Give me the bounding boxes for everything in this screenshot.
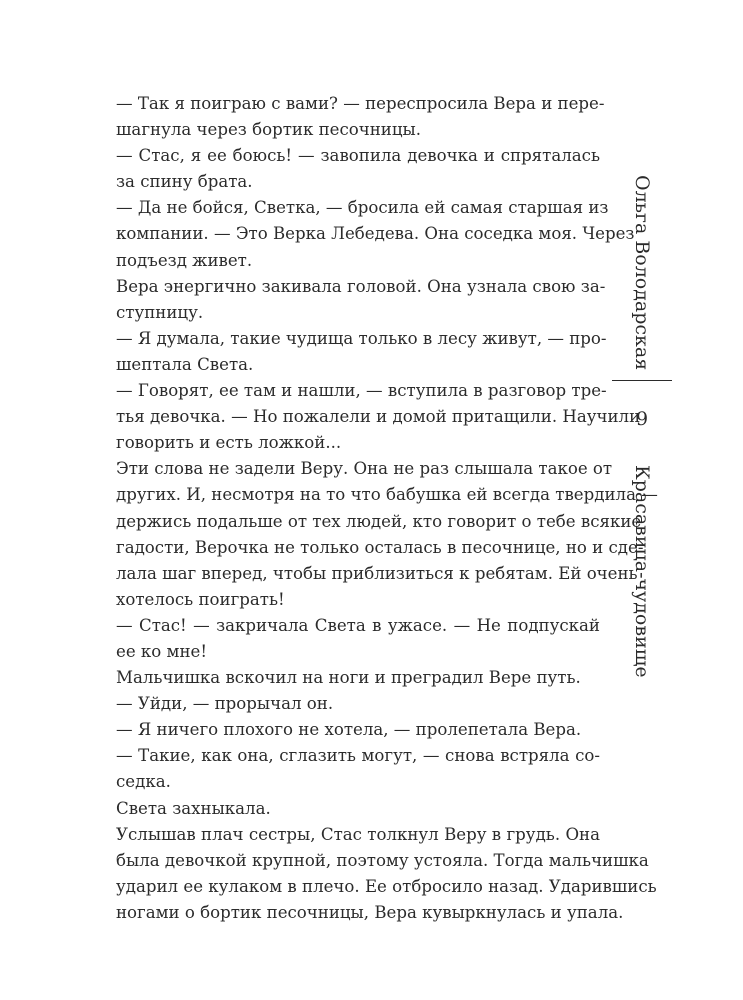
page-number: 9 (635, 408, 649, 430)
running-head-divider (612, 380, 672, 381)
text-line: говорить и есть ложкой... (116, 433, 342, 453)
text-line: Мальчишка вскочил на ноги и преградил Вере путь. (116, 668, 581, 688)
text-line: — Я думала, такие чудища только в лесу живут, — про- (116, 328, 607, 348)
running-head-book-title: Красавица-чудовище (631, 465, 653, 678)
text-line: компании. — Это Верка Лебедева. Она соседка моя. Через (116, 224, 635, 244)
text-line: других. И, несмотря на то что бабушка ей всегда твердила — (116, 485, 658, 505)
text-line: ее ко мне! (116, 641, 208, 661)
text-line: — Стас! — закричала Света в ужасе. — Не подпускай (116, 615, 600, 635)
text-line: за спину брата. (116, 172, 253, 192)
text-line: — Говорят, ее там и нашли, — вступила в разговор тре- (116, 381, 607, 401)
text-line: — Такие, как она, сглазить могут, — снова встряла со- (116, 746, 600, 766)
text-line: Света захныкала. (116, 798, 271, 818)
text-line: была девочкой крупной, поэтому устояла. Тогда мальчишка (116, 850, 649, 870)
running-head-author: Ольга Володарская (631, 174, 653, 370)
text-line: шептала Света. (116, 354, 254, 374)
text-line: подъезд живет. (116, 250, 253, 270)
text-line: — Так я поиграю с вами? — переспросила Вера и пере- (116, 94, 605, 113)
text-line: — Уйди, — прорычал он. (116, 694, 334, 714)
text-line: — Да не бойся, Светка, — бросила ей самая старшая из (116, 198, 609, 218)
text-line: — Стас, я ее боюсь! — завопила девочка и спряталась (116, 146, 600, 166)
text-line: ногами о бортик песочницы, Вера кувыркнулась и упала. (116, 902, 624, 922)
text-line: гадости, Верочка не только осталась в песочнице, но и сде- (116, 537, 644, 557)
text-line: — Я ничего плохого не хотела, — пролепетала Вера. (116, 720, 582, 740)
text-line: Вера энергично закивала головой. Она узнала свою за- (116, 276, 606, 296)
text-line: шагнула через бортик песочницы. (116, 120, 421, 140)
text-line: Эти слова не задели Веру. Она не раз слышала такое от (116, 459, 613, 479)
text-line: Услышав плач сестры, Стас толкнул Веру в грудь. Она (116, 824, 600, 844)
text-line: седка. (116, 772, 171, 792)
text-line: лала шаг вперед, чтобы приблизиться к ребятам. Ей очень (116, 563, 638, 583)
text-line: хотелось поиграть! (116, 589, 285, 609)
text-line: ударил ее кулаком в плечо. Ее отбросило назад. Ударившись (116, 876, 657, 896)
text-line: держись подальше от тех людей, кто говорит о тебе всякие (116, 511, 642, 531)
running-head (612, 160, 672, 760)
text-line: ступницу. (116, 302, 204, 322)
text-line: тья девочка. — Но пожалели и домой притащили. Научили (116, 407, 641, 427)
